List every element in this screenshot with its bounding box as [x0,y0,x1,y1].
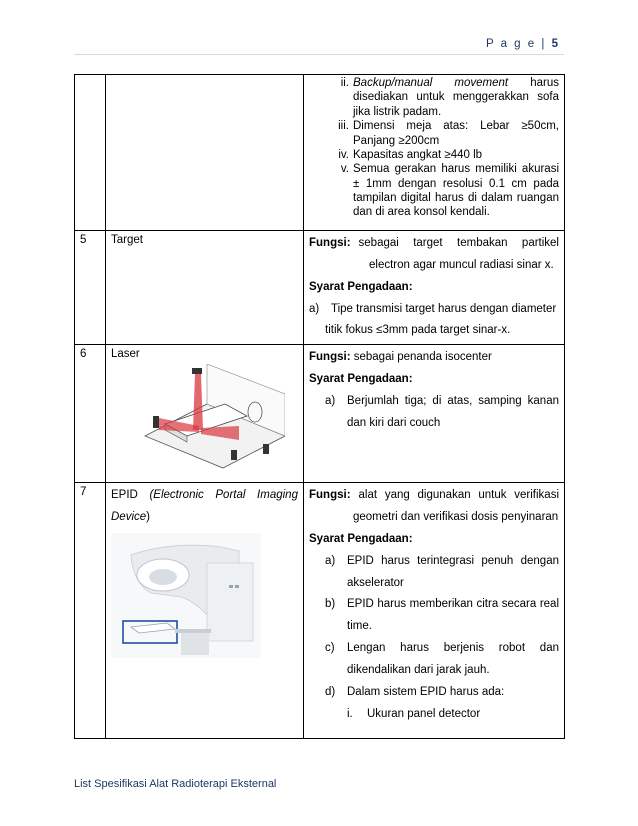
table-row-epid [75,483,565,739]
item-name-cell [106,345,304,483]
page-header [486,38,558,50]
spec-cell: Fungsi: sebagai penanda isocenter Syarat Pengadaan: a) Berjumlah tiga; di atas, samping kanan dan kiri dari couch [304,345,565,483]
table-row-laser [75,345,565,483]
list-item: iv. Kapasitas angkat ≥440 lb [338,148,483,161]
spec-cell: Fungsi: sebagai target tembakan partikel electron agar muncul radiasi sinar x. Syarat Pengadaan: a) Tipe transmisi target harus dengan diameter titik fokus ≤3mm pada target sinar-x. [304,231,565,345]
item-name-cell: EPID (Electronic Portal Imaging Device) [106,483,304,739]
list-item: a) Tipe transmisi target harus dengan diameter [309,302,557,315]
page-word: P a g e [485,38,537,50]
list-item: b) EPID harus memberikan citra secara real [325,598,559,611]
list-item: c) Lengan harus berjenis robot dan [325,642,559,655]
list-item: v. Semua gerakan harus memiliki akurasi ± 1mm dengan resolusi 0.1 cm pada tampilan digital harus di dalam ruangan dan di area konsol kendali. [340,163,559,219]
roman-list [309,76,559,220]
laser-diagram [135,364,285,474]
row-number: 7 [75,483,106,739]
table-row-target [75,231,565,345]
row-number: 5 [75,231,106,345]
row-number: 6 [75,345,106,483]
list-item: i. Ukuran panel detector [347,707,481,720]
item-name: Laser [111,348,140,361]
item-name: Target [106,231,304,345]
header-rule [74,54,564,55]
spec-cell: Fungsi: alat yang digunakan untuk verifikasi geometri dan verifikasi dosis penyinaran Syarat Pengadaan: a) EPID harus terintegrasi penuh dengan akselerator b) EPID harus memberikan citra secara real time. c) Lengan harus berjenis robot dan dikendalikan dari jarak jauh. d) Dalam sistem EPID harus ada: i. Ukuran panel detector [304,483,565,739]
syarat-heading: Syarat Pengadaan: [309,532,413,545]
list-item: iii. Dimensi meja atas: Lebar ≥50cm, Panjang ≥200cm [338,120,559,147]
continuation-cell [304,75,565,231]
page-number: 5 [551,38,558,50]
syarat-heading: Syarat Pengadaan: [309,280,413,293]
syarat-heading: Syarat Pengadaan: [309,373,413,386]
list-item: d) Dalam sistem EPID harus ada: [325,685,505,698]
list-item: a) Berjumlah tiga; di atas, samping kanan [325,394,559,407]
table-row-continuation [75,75,565,231]
list-item: a) EPID harus terintegrasi penuh dengan [325,554,559,567]
epid-linac-image [111,533,261,658]
page-separator: | [541,38,547,50]
page-footer: List Spesifikasi Alat Radioterapi Eksternal [74,778,277,790]
spec-table [74,74,565,739]
list-item: ii. Backup/manual movement harus disediakan untuk menggerakkan sofa jika listrik padam. [340,77,559,118]
